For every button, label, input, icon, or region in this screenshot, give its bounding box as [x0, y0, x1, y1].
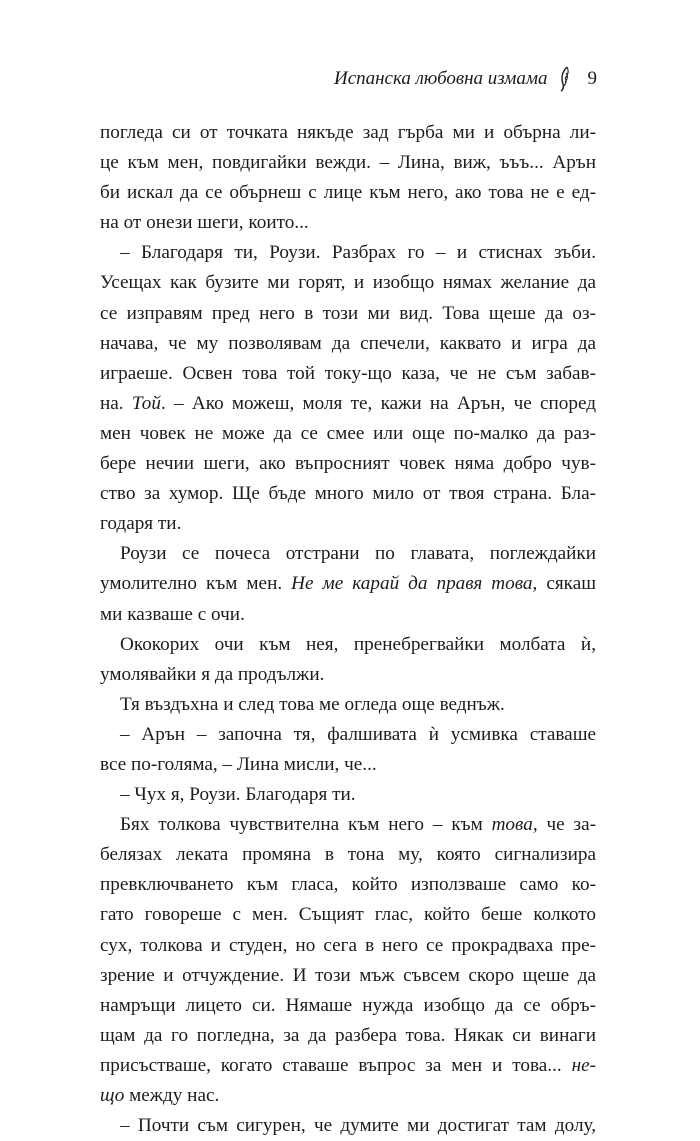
text-run: умолително към мен. [100, 573, 292, 595]
text-run: ми казваше с очи. [100, 603, 245, 625]
text-run: , сякаш [532, 573, 596, 595]
text-run: Бях толкова чувствителна към него – към [120, 814, 492, 836]
text-line [100, 1081, 596, 1111]
text-run: превключването към гласа, който използваше само ко- [100, 874, 596, 896]
text-line [100, 479, 596, 509]
text-line [100, 389, 596, 419]
text-line [100, 870, 596, 900]
text-line [100, 630, 596, 660]
text-run: се изправям пред него в този ми вид. Това щеше да оз- [100, 302, 596, 324]
text-run: гато говореше с мен. Същият глас, който беше колкото [100, 904, 596, 926]
text-run: Усещах как бузите ми горят, и изобщо нямах желание да [100, 272, 596, 294]
text-line [100, 539, 596, 569]
italic-text: Не ме карай да правя това [291, 573, 533, 595]
text-line [100, 840, 596, 870]
italic-text: що [100, 1085, 125, 1106]
text-line [100, 600, 596, 630]
text-line [100, 329, 596, 359]
text-run: , че за- [532, 814, 596, 836]
text-line [100, 419, 596, 449]
text-run: все по-голяма, – Лина мисли, че... [100, 753, 377, 775]
text-line [100, 1111, 596, 1141]
text-run: – Почти съм сигурен, че думите ми достигат там долу, [120, 1115, 596, 1137]
feather-ornament-icon [558, 66, 572, 92]
italic-text: това [491, 814, 533, 836]
text-run: зрение и отчуждение. И този мъж съвсем скоро щеше да [100, 964, 596, 986]
text-run: щам да го погледна, за да разбера това. Някак си винаги [100, 1024, 596, 1046]
text-run: сух, толкова и студен, но сега в него се прокрадваха пре- [100, 934, 596, 956]
text-line [100, 148, 596, 178]
text-run: Роузи се почеса отстрани по главата, поглеждайки [120, 543, 596, 565]
text-run: между нас. [124, 1085, 220, 1106]
text-line [100, 268, 596, 298]
text-line [100, 299, 596, 329]
text-run: би искал да се обърнеш с лице към него, ако това не е ед- [100, 182, 596, 204]
text-run: ство за хумор. Ще бъде много мило от твоя страна. Бла- [100, 483, 596, 505]
text-line [100, 1051, 596, 1081]
text-run: белязах леката промяна в тона му, която сигнализира [100, 844, 596, 866]
text-line [100, 569, 596, 599]
text-line [100, 931, 596, 961]
text-line [100, 690, 596, 720]
body-text [100, 118, 596, 1141]
italic-text: Той [131, 392, 161, 414]
text-run: годаря ти. [100, 513, 182, 535]
text-run: Ококорих очи към нея, пренебрегвайки молбата ѝ, [120, 633, 596, 655]
text-run: играеше. Освен това той току-що каза, че не съм забав- [100, 362, 596, 384]
text-line [100, 991, 596, 1021]
text-run: – Благодаря ти, Роузи. Разбрах го – и стиснах зъби. [120, 242, 596, 264]
text-line [100, 900, 596, 930]
text-run: на от онези шеги, които... [100, 212, 309, 234]
text-run: начава, че му позволявам да спечели, каквато и игра да [100, 332, 596, 354]
text-line [100, 961, 596, 991]
text-run: погледа си от точката някъде зад гърба ми и обърна ли- [100, 122, 596, 143]
text-run: – Чух я, Роузи. Благодаря ти. [120, 784, 356, 806]
text-line [100, 1021, 596, 1051]
text-run: на. [100, 392, 132, 414]
text-line [100, 208, 596, 238]
running-title: Испанска любовна измама [333, 68, 548, 89]
text-line [100, 118, 596, 148]
text-line [100, 509, 596, 539]
text-run: – Арън – започна тя, фалшивата ѝ усмивка ставаше [120, 723, 596, 745]
text-run: мен човек не може да се смее или още по-малко да раз- [100, 422, 596, 444]
text-line [100, 720, 596, 750]
text-run: намръщи лицето си. Нямаше нужда изобщо да се обръ- [100, 994, 596, 1016]
text-line [100, 810, 596, 840]
text-run: Тя въздъхна и след това ме огледа още веднъж. [120, 693, 505, 715]
text-run: умолявайки я да продължи. [100, 663, 325, 685]
text-run: . – Ако можеш, моля те, кажи на Арън, че според [161, 392, 596, 414]
running-header [334, 66, 597, 92]
italic-text: не- [571, 1054, 596, 1076]
text-line [100, 750, 596, 780]
text-line [100, 178, 596, 208]
text-run: присъстваше, когато ставаше въпрос за мен и това... [100, 1054, 572, 1076]
text-line [100, 238, 596, 268]
text-run: бере нечии шеги, ако въпросният човек няма добро чув- [100, 453, 596, 475]
text-line [100, 359, 596, 389]
text-run: це към мен, повдигайки вежди. – Лина, виж, ъъъ... Арън [100, 152, 596, 174]
text-line [100, 449, 596, 479]
text-line [100, 780, 596, 810]
text-line [100, 660, 596, 690]
page-number: 9 [587, 68, 597, 89]
